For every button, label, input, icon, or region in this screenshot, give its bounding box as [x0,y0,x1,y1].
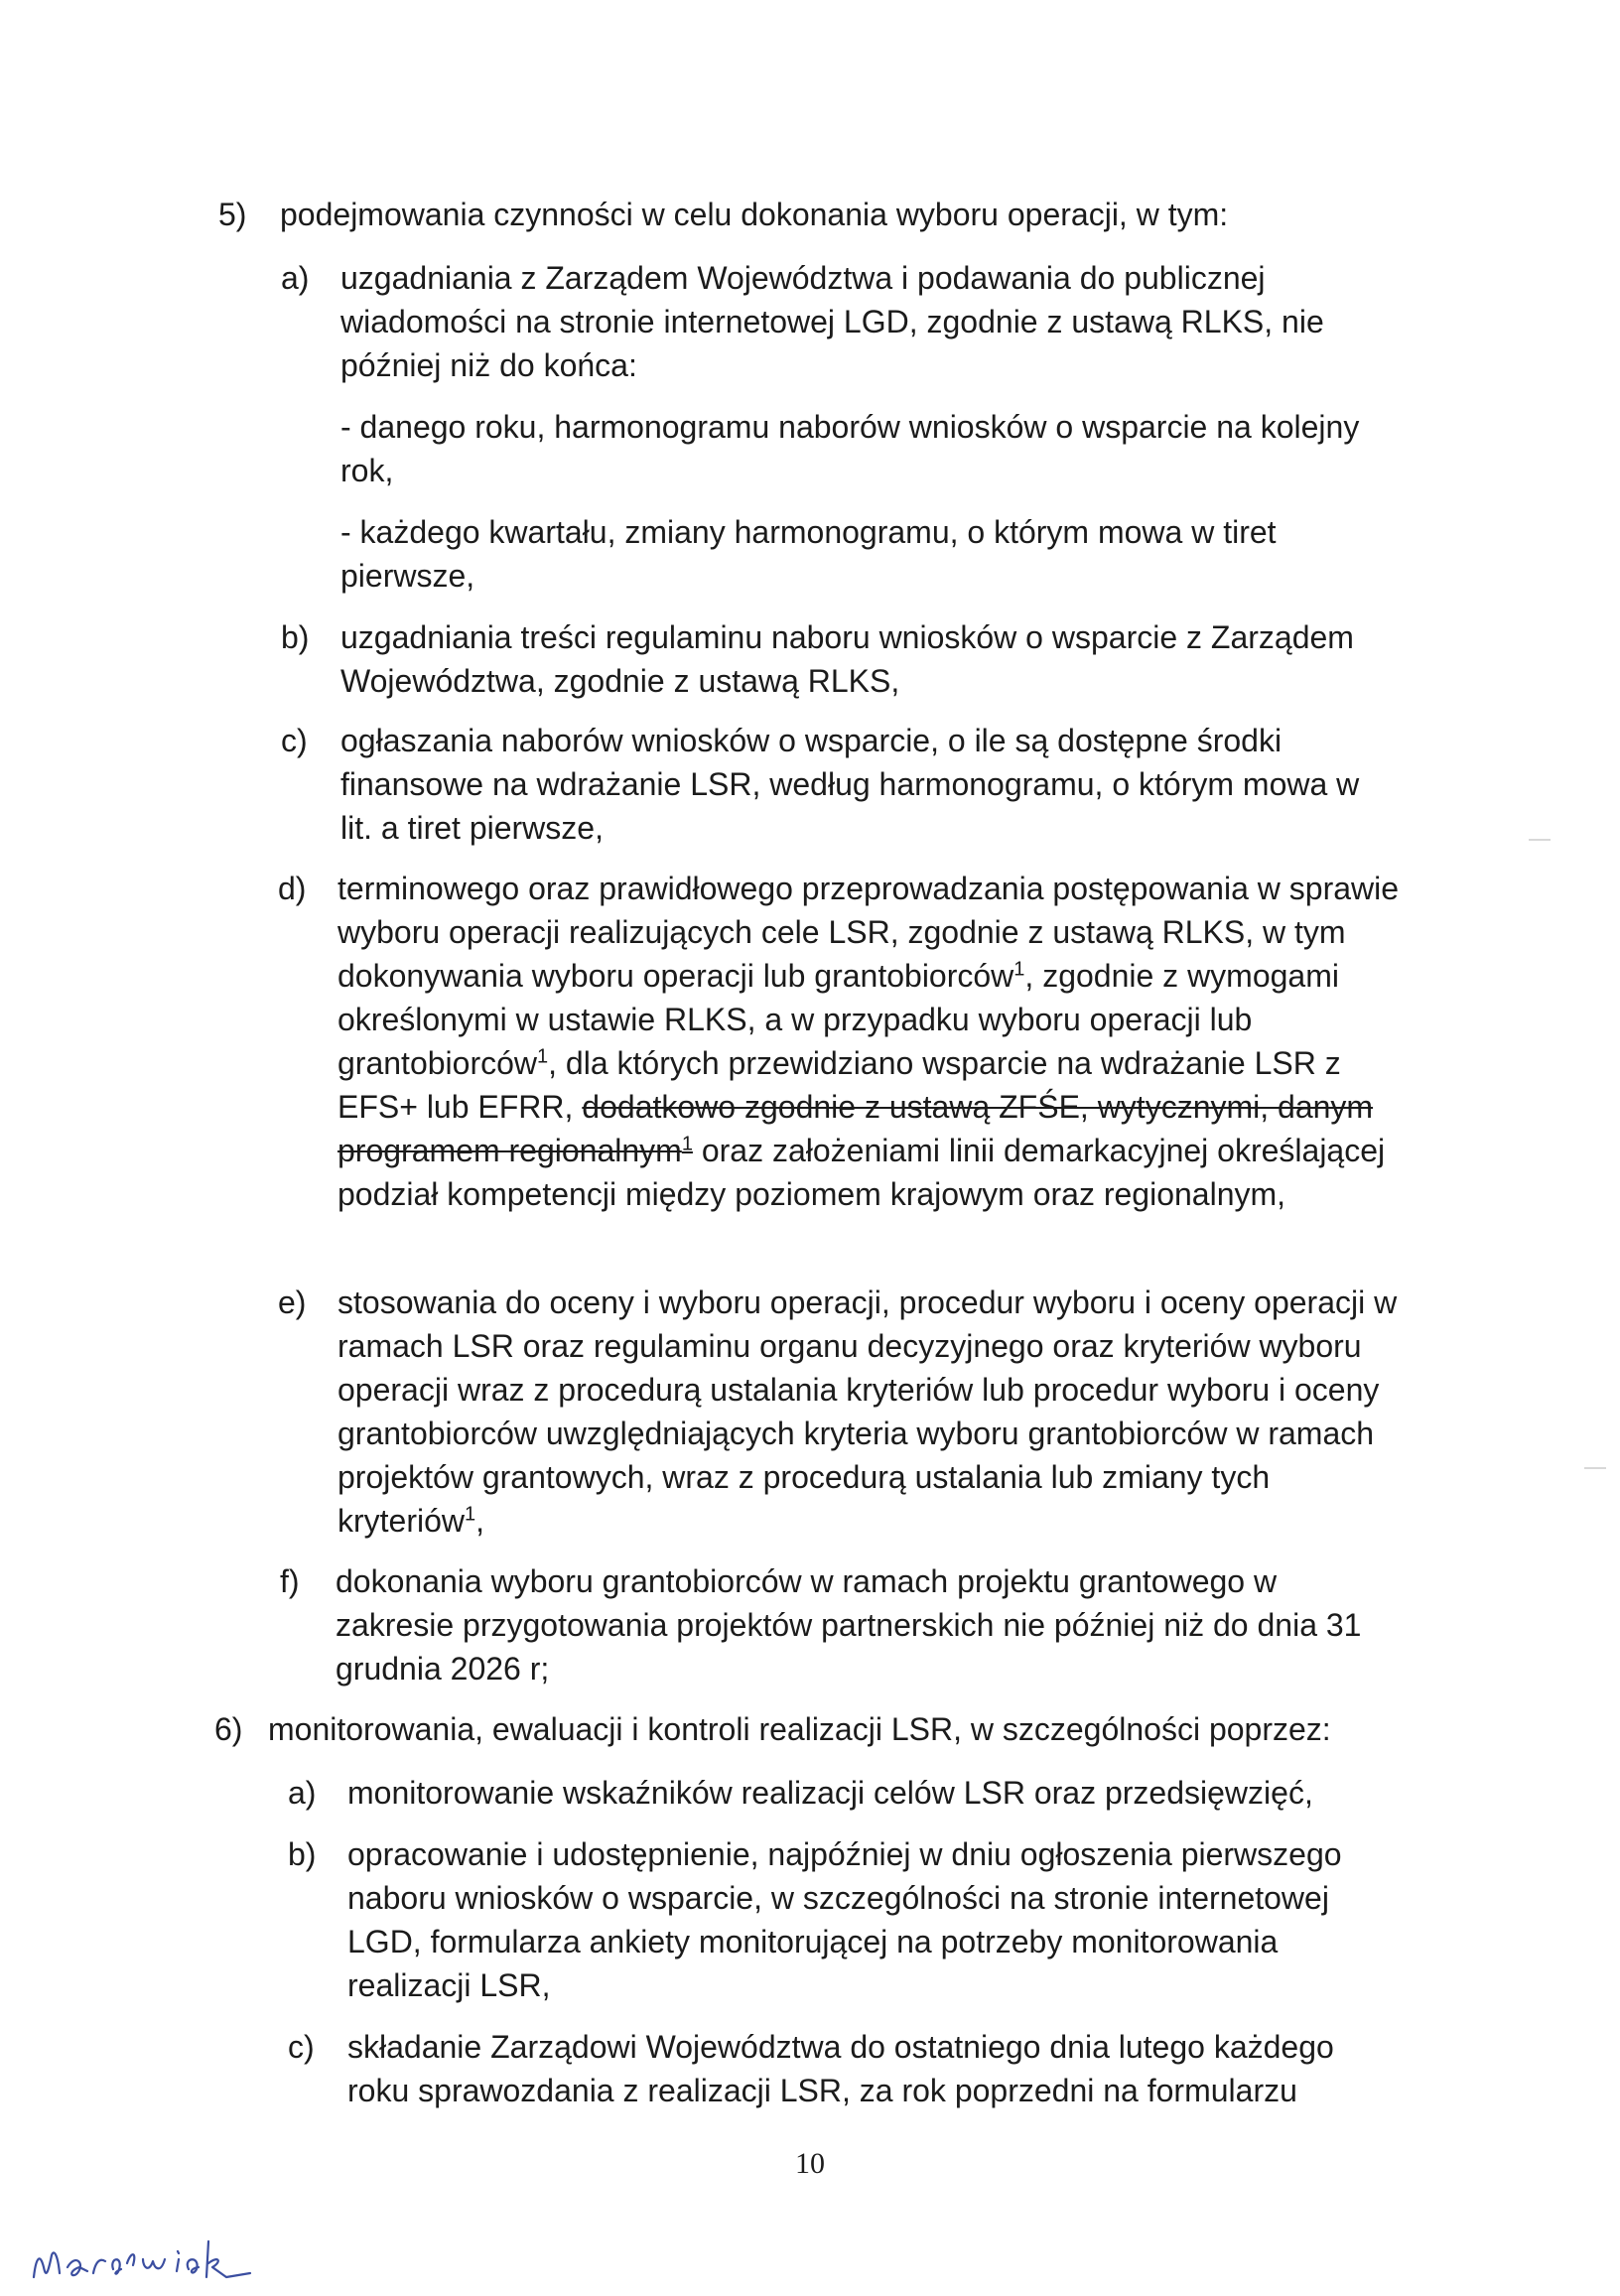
item-label: f) [280,1563,300,1599]
item-text: podejmowania czynności w celu dokonania wyboru operacji, w tym: [280,197,1229,232]
item-text: dokonania wyboru grantobiorców w ramach projektu grantowego w zakresie przygotowania projektów partnerskich nie później niż do dnia 31 grudnia 2026 r; [336,1563,1362,1687]
item-label: a) [281,260,310,296]
page-number: 10 [795,2147,825,2180]
text-part-2: , zgodnie z wymogami określonymi w ustawie RLKS, a w przypadku wyboru operacji lub grantobiorców [338,958,1339,1081]
item-label: a) [288,1775,317,1811]
footnote-ref: 1 [1013,958,1025,981]
item-body [340,256,1383,598]
item-text: stosowania do oceny i wyboru operacji, procedur wyboru i oceny operacji w ramach LSR oraz regulaminu organu decyzyjnego oraz kryteriów wyboru operacji wraz z procedurą ustalania kryteriów lub procedur wyboru i oceny grantobiorców uwzględniających kryteria wyboru grantobiorców w ramach projektów grantowych, wraz z procedurą ustalania lub zmiany tych kryteriów$^1$, [338,1284,1398,1539]
item-text: składanie Zarządowi Województwa do ostatniego dnia lutego każdego roku sprawozdania z realizacji LSR, za rok poprzedni na formularzu [347,2029,1334,2108]
item-text: monitorowania, ewaluacji i kontroli realizacji LSR, w szczególności poprzez: [268,1711,1331,1747]
footnote-ref: 1 [465,1503,476,1526]
item-label: 6) [214,1711,243,1747]
dash-item-2: - każdego kwartału, zmiany harmonogramu, o którym mowa w tiret pierwsze, [340,514,1277,594]
item-text: ogłaszania naborów wniosków o wsparcie, o ile są dostępne środki finansowe na wdrażanie LSR, według harmonogramu, o którym mowa w lit. a tiret pierwsze, [340,723,1360,846]
item-text: opracowanie i udostępnienie, najpóźniej w dniu ogłoszenia pierwszego naboru wniosków o wsparcie, w szczególności na stronie internetowej LGD, formularza ankiety monitorującej na potrzeby monitorowania realizacji LSR, [347,1836,1342,2003]
text-part-4: oraz założeniami linii demarkacyjnej określającej podział kompetencji między poziomem krajowym oraz regionalnym, [338,1133,1386,1212]
item-text [338,867,1400,1216]
text-part-1: terminowego oraz prawidłowego przeprowadzania postępowania w sprawie wyboru operacji realizujących cele LSR, zgodnie z ustawą RLKS, w tym dokonywania wyboru operacji lub grantobiorców [338,871,1400,994]
item-label: 5) [218,197,247,232]
scan-mark [1529,839,1551,841]
item-text: uzgadniania treści regulaminu naboru wniosków o wsparcie z Zarządem Województwa, zgodnie z ustawą RLKS, [340,619,1354,699]
struck-text: dodatkowo zgodnie z ustawą ZFŚE, wytycznymi, danym programem regionalnym$^1$ [338,1089,1374,1168]
scan-mark [1584,1467,1606,1469]
item-label: c) [288,2029,315,2065]
item-label: b) [281,619,310,655]
item-text: uzgadniania z Zarządem Województwa i podawania do publicznej wiadomości na stronie internetowej LGD, zgodnie z ustawą RLKS, nie później niż do końca: [340,260,1324,383]
item-label: e) [278,1284,307,1320]
item-label: b) [288,1836,317,1872]
dash-item-1: - danego roku, harmonogramu naborów wniosków o wsparcie na kolejny rok, [340,409,1360,488]
item-label: d) [278,871,307,906]
text-part-3: , dla których przewidziano wsparcie na wdrażanie LSR z EFS+ lub EFRR, [338,1045,1341,1125]
item-text: monitorowanie wskaźników realizacji celów LSR oraz przedsięwzięć, [347,1775,1313,1811]
handwritten-signature [28,2233,256,2289]
item-label: c) [281,723,308,758]
footnote-ref: 1 [537,1045,549,1068]
